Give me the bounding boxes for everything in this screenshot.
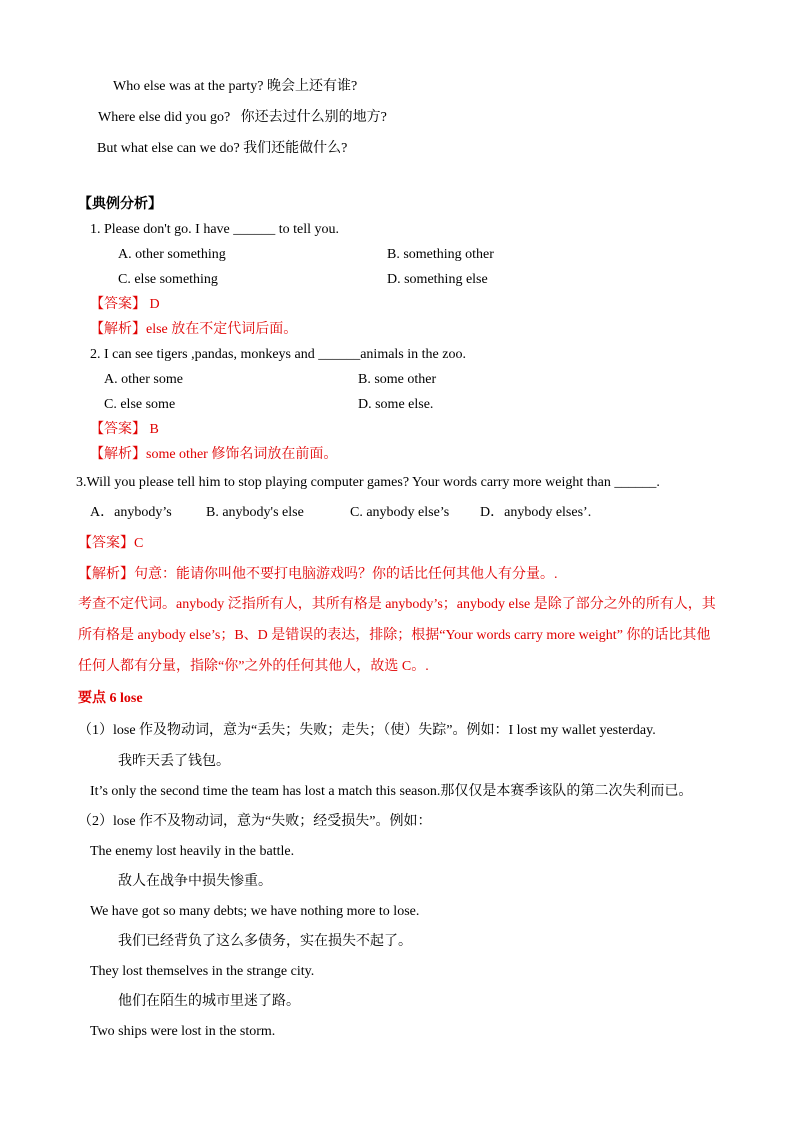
body-line: 敌人在战争中损失惨重。 [118,874,272,889]
question-option: D．anybody elses’. [480,505,592,520]
question-option: C. anybody else’s [350,505,450,520]
question-option: A. other something [118,247,226,262]
example-sentence: Where else did you go? 你还去过什么别的地方? [98,110,387,125]
question-stem: 2. I can see tigers ,pandas, monkeys and ______animals in the zoo. [90,347,466,362]
answer-label: 【答案】 B [90,422,159,437]
question-option: A. other some [104,372,183,387]
analysis-text: 任何人都有分量，指除“你”之外的任何其他人，故选 C。. [78,659,429,674]
question-option: C. else something [118,272,218,287]
body-line: The enemy lost heavily in the battle. [90,844,295,859]
body-line: They lost themselves in the strange city. [90,964,315,979]
analysis-text: 【解析】else 放在不定代词后面。 [90,322,298,337]
body-line: （1）lose 作及物动词，意为“丢失；失败；走失；（使）失踪”。例如：I lost my wallet yesterday. [78,723,656,738]
body-line: We have got so many debts; we have nothing more to lose. [90,904,420,919]
section-heading: 【典例分析】 [78,197,162,212]
question-option: B. anybody's else [206,505,304,520]
body-line: 我们已经背负了这么多债务，实在损失不起了。 [118,934,412,949]
answer-label: 【答案】 D [90,297,160,312]
question-stem: 1. Please don't go. I have ______ to tell you. [90,222,340,237]
body-line: Two ships were lost in the storm. [90,1024,276,1039]
question-option: B. something other [387,247,494,262]
question-stem: 3.Will you please tell him to stop playing computer games? Your words carry more weight than ______. [76,475,660,490]
body-line: 他们在陌生的城市里迷了路。 [118,994,300,1009]
question-option: D. some else. [358,397,434,412]
answer-label: 【答案】C [78,536,144,551]
question-option: D. something else [387,272,488,287]
point-heading: 要点 6 lose [78,691,143,706]
question-option: A．anybody’s [90,505,172,520]
body-line: It’s only the second time the team has lost a match this season.那仅仅是本赛季该队的第二次失利而已。 [90,784,693,799]
analysis-text: 所有格是 anybody else’s；B、D 是错误的表达，排除；根据“Your words carry more weight” 你的话比其他 [78,628,711,643]
analysis-text: 【解析】句意：能请你叫他不要打电脑游戏吗？你的话比任何其他人有分量。. [78,567,558,582]
question-option: C. else some [104,397,176,412]
analysis-text: 【解析】some other 修饰名词放在前面。 [90,447,338,462]
example-sentence: But what else can we do? 我们还能做什么? [97,141,348,156]
body-line: （2）lose 作不及物动词，意为“失败；经受损失”。例如： [78,814,432,829]
example-sentence: Who else was at the party? 晚会上还有谁? [113,79,358,94]
question-option: B. some other [358,372,437,387]
analysis-text: 考查不定代词。anybody 泛指所有人，其所有格是 anybody’s；anybody else 是除了部分之外的所有人，其 [78,597,716,612]
body-line: 我昨天丢了钱包。 [118,754,230,769]
